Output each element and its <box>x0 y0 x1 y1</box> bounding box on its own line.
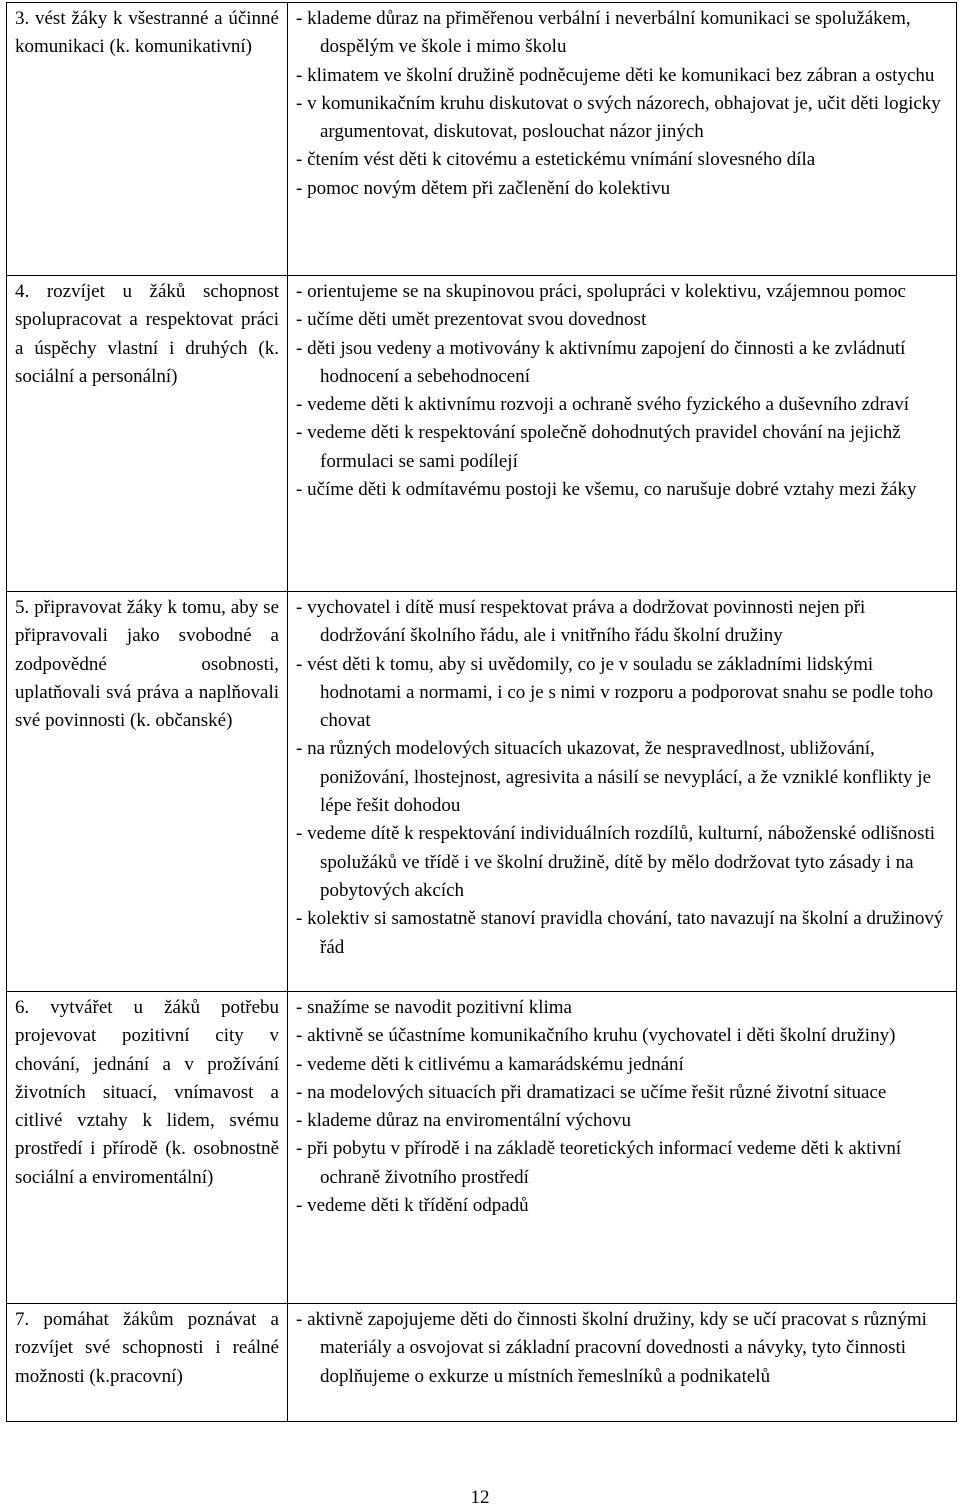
activity-item: - snažíme se navodit pozitivní klima <box>296 997 572 1018</box>
competency-row <box>7 1304 957 1422</box>
activity-item: - vedeme dítě k respektování individuálních rozdílů, kulturní, náboženské odlišnosti spolužáků ve třídě i ve školní družině, dítě by mělo dodržovat tyto zásady i na pobytových akcích <box>296 823 935 901</box>
activity-item: - orientujeme se na skupinovou práci, spolupráci v kolektivu, vzájemnou pomoc <box>296 281 906 302</box>
competency-goal: 6. vytvářet u žáků potřebu projevovat pozitivní city v chování, jednání a v prožívání životních situací, vnímavost a citlivé vztahy k lidem, svému prostředí i přírodě (k. osobnostně sociální a enviromentální) <box>7 992 288 1304</box>
activity-item: - vychovatel i dítě musí respektovat práva a dodržovat povinnosti nejen při dodržování školního řádu, ale i vnitřního řádu školní družiny <box>296 597 866 647</box>
competency-row <box>7 3 957 276</box>
page-number: 12 <box>470 1487 490 1508</box>
activity-item: - pomoc novým dětem při začlenění do kolektivu <box>296 177 671 199</box>
activity-item: - při pobytu v přírodě i na základě teoretických informací vedeme děti k aktivní ochraně životního prostředí <box>296 1138 902 1188</box>
competency-goal: 3. vést žáky k všestranné a účinné komunikaci (k. komunikativní) <box>7 3 288 276</box>
competency-activities <box>288 992 957 1304</box>
competency-goal: 7. pomáhat žákům poznávat a rozvíjet své schopnosti i reálné možnosti (k.pracovní) <box>7 1304 288 1422</box>
activity-item: - aktivně zapojujeme děti do činnosti školní družiny, kdy se učí pracovat s různými materiály a osvojovat si základní pracovní dovednosti a návyky, tyto činnosti doplňujeme o exkurze u místních řemeslníků a podnikatelů <box>296 1309 927 1387</box>
activity-item: - vedeme děti k aktivnímu rozvoji a ochraně svého fyzického a duševního zdraví <box>296 394 910 416</box>
competency-row <box>7 592 957 992</box>
activity-item: - na modelových situacích při dramatizaci se učíme řešit různé životní situace <box>296 1081 887 1103</box>
activity-item: - učíme děti k odmítavému postoji ke všemu, co narušuje dobré vztahy mezi žáky <box>296 479 917 501</box>
competencies-table-body <box>7 3 957 1422</box>
activity-item: - čtením vést děti k citovému a estetickému vnímání slovesného díla <box>296 149 816 171</box>
competency-activities <box>288 1304 957 1422</box>
competency-activities <box>288 592 957 992</box>
activity-item: - kolektiv si samostatně stanoví pravidla chování, tato navazují na školní a družinový řád <box>296 908 944 958</box>
activity-item: - v komunikačním kruhu diskutovat o svých názorech, obhajovat je, učit děti logicky argumentovat, diskutovat, poslouchat názor jiných <box>296 92 941 143</box>
competency-row <box>7 276 957 592</box>
activity-item: - vedeme děti k třídění odpadů <box>296 1195 529 1217</box>
competency-row <box>7 992 957 1304</box>
activity-item: - na různých modelových situacích ukazovat, že nespravedlnost, ubližování, ponižování, lhostejnost, agresivita a násilí se nevyplácí, a že vzniklé konflikty je lépe řešit dohodou <box>296 738 931 817</box>
activity-item: - vedeme děti k respektování společně dohodnutých pravidel chování na jejichž formulaci se sami podílejí <box>296 422 901 472</box>
competency-activities <box>288 276 957 592</box>
competency-goal: 4. rozvíjet u žáků schopnost spolupracovat a respektovat práci a úspěchy vlastní i druhých (k. sociální a personální) <box>7 276 288 592</box>
activity-item: - klademe důraz na přiměřenou verbální i neverbální komunikaci se spolužákem, dospělým ve škole i mimo školu <box>296 8 911 58</box>
competencies-table <box>6 2 957 1422</box>
activity-item: - vedeme děti k citlivému a kamarádskému jednání <box>296 1053 684 1075</box>
competency-activities <box>288 3 957 276</box>
competency-goal: 5. připravovat žáky k tomu, aby se připravovali jako svobodné a zodpovědné osobnosti, uplatňovali svá práva a naplňovali své povinnosti (k. občanské) <box>7 592 288 992</box>
activity-item: - aktivně se účastníme komunikačního kruhu (vychovatel i děti školní družiny) <box>296 1025 896 1047</box>
activity-item: - klademe důraz na enviromentální výchovu <box>296 1110 632 1132</box>
activity-item: - klimatem ve školní družině podněcujeme děti ke komunikaci bez zábran a ostychu <box>296 64 935 86</box>
activity-item: - učíme děti umět prezentovat svou dovednost <box>296 309 647 331</box>
activity-item: - vést děti k tomu, aby si uvědomily, co je v souladu se základními lidskými hodnotami a normami, i co je s nimi v rozporu a podporovat snahu se podle toho chovat <box>296 653 934 732</box>
activity-item: - děti jsou vedeny a motivovány k aktivnímu zapojení do činnosti a ke zvládnutí hodnocení a sebehodnocení <box>296 337 906 387</box>
